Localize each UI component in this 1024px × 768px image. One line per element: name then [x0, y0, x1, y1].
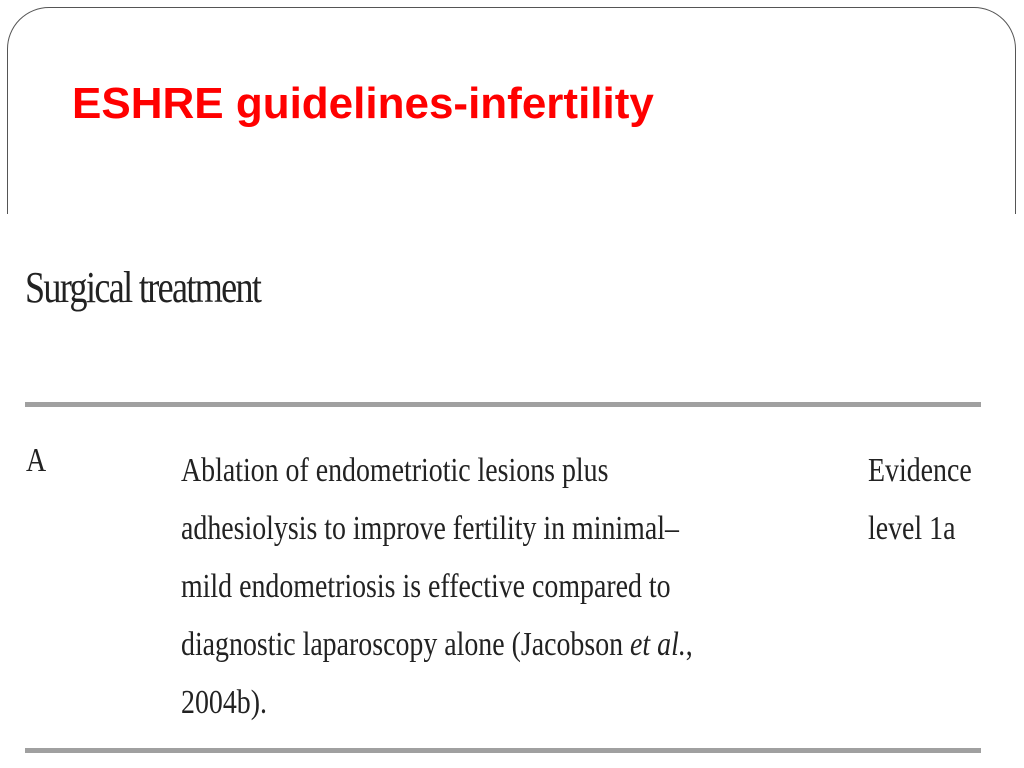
citation-prefix: diagnostic laparoscopy alone (Jacobson: [181, 626, 631, 663]
statement-line-citation: [181, 616, 693, 674]
statement-line: mild endometriosis is effective compared to: [181, 568, 671, 605]
recommendation-statement: [181, 442, 693, 732]
guideline-excerpt-image: [0, 214, 1024, 768]
citation-et-al: et al.: [630, 626, 686, 663]
recommendation-grade: A: [26, 442, 47, 479]
slide-title: ESHRE guidelines-infertility: [72, 79, 654, 128]
evidence-line: Evidence: [868, 452, 972, 489]
evidence-level: [868, 442, 972, 558]
statement-line: adhesiolysis to improve fertility in minimal–: [181, 510, 679, 547]
section-heading: Surgical treatment: [25, 263, 261, 312]
statement-line: Ablation of endometriotic lesions plus: [181, 452, 609, 489]
table-bottom-rule: [25, 748, 981, 753]
statement-line: 2004b).: [181, 684, 267, 721]
citation-suffix: ,: [685, 626, 693, 663]
evidence-line: level 1a: [868, 510, 956, 547]
table-top-rule: [25, 402, 981, 407]
